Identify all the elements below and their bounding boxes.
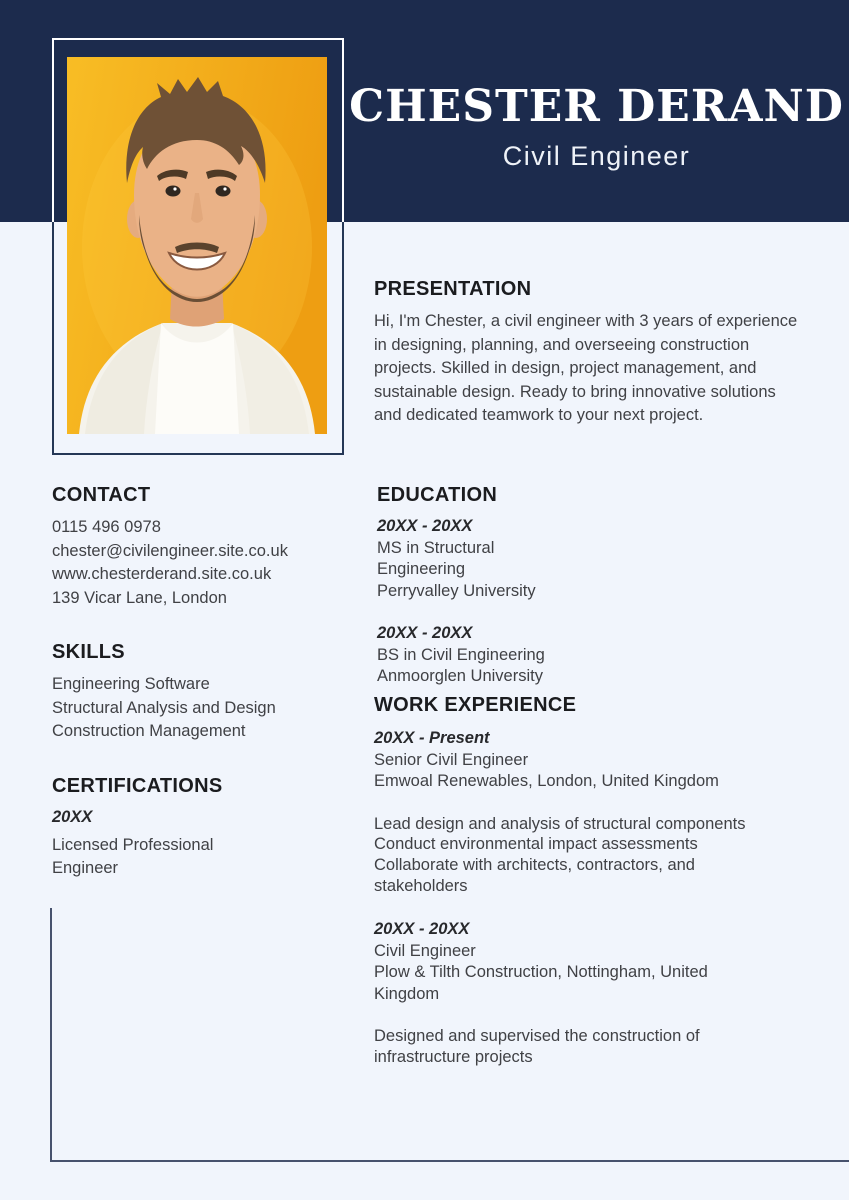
certification-title: Licensed Professional Engineer: [52, 835, 214, 878]
skills-section: [52, 641, 352, 744]
contact-email: chester@civilengineer.site.co.uk: [52, 541, 288, 560]
job-duty: Designed and supervised the construction of infrastructure projects: [374, 1027, 700, 1067]
education-section: [377, 484, 597, 709]
education-heading: EDUCATION: [377, 484, 498, 506]
candidate-name: CHESTER DERAND: [349, 81, 844, 132]
portrait-illustration: [67, 57, 327, 434]
job-title: Senior Civil Engineer: [374, 750, 529, 769]
contact-phone: 0115 496 0978: [52, 518, 161, 536]
bottom-rule-horizontal: [50, 1160, 849, 1162]
certifications-heading: CERTIFICATIONS: [52, 775, 223, 797]
skill-item: Structural Analysis and Design: [52, 698, 276, 717]
skill-item: Construction Management: [52, 722, 246, 741]
job-duties: [374, 814, 764, 898]
education-entry: [377, 516, 577, 602]
job-duties: [374, 1026, 764, 1068]
profile-photo: [67, 57, 327, 434]
job-dates: 20XX - Present: [374, 729, 490, 747]
education-dates: 20XX - 20XX: [377, 517, 473, 535]
bottom-rule-vertical: [50, 908, 52, 1162]
contact-website: www.chesterderand.site.co.uk: [52, 565, 272, 584]
certifications-section: [52, 775, 272, 881]
job-company: Emwoal Renewables, London, United Kingdom: [374, 772, 719, 790]
presentation-section: [374, 278, 829, 428]
presentation-heading: PRESENTATION: [374, 278, 532, 300]
job-duty: Collaborate with architects, contractors, and stakeholders: [374, 856, 695, 896]
contact-address: 139 Vicar Lane, London: [52, 588, 227, 607]
work-heading: WORK EXPERIENCE: [374, 694, 577, 716]
job-dates: 20XX - 20XX: [374, 920, 470, 939]
education-entry: [377, 623, 577, 688]
education-degree: BS in Civil Engineering: [377, 645, 545, 664]
job-duty: Conduct environmental impact assessments: [374, 835, 698, 854]
job-entry: [374, 728, 764, 897]
certification-date: 20XX: [52, 808, 93, 826]
job-company: Plow & Tilth Construction, Nottingham, United Kingdom: [374, 963, 708, 1003]
presentation-text: Hi, I'm Chester, a civil engineer with 3 years of experience in designing, planning, and overseeing construction projects. Skilled in design, project management, and sustainable design. Ready to bring innovative solutions and dedicated teamwork to your next project.: [374, 312, 798, 425]
job-entry: [374, 919, 764, 1068]
job-duty: Lead design and analysis of structural components: [374, 814, 746, 833]
education-dates: 20XX - 20XX: [377, 624, 473, 642]
job-title: Civil Engineer: [374, 941, 476, 960]
contact-section: [52, 484, 352, 610]
contact-heading: CONTACT: [52, 484, 151, 506]
education-degree: MS in Structural Engineering: [377, 538, 495, 578]
skill-item: Engineering Software: [52, 675, 210, 693]
education-school: Perryvalley University: [377, 581, 536, 600]
work-experience-section: [374, 694, 794, 1090]
education-school: Anmoorglen University: [377, 667, 543, 685]
skills-heading: SKILLS: [52, 641, 125, 663]
job-title: Civil Engineer: [502, 141, 691, 172]
header: [344, 81, 849, 172]
